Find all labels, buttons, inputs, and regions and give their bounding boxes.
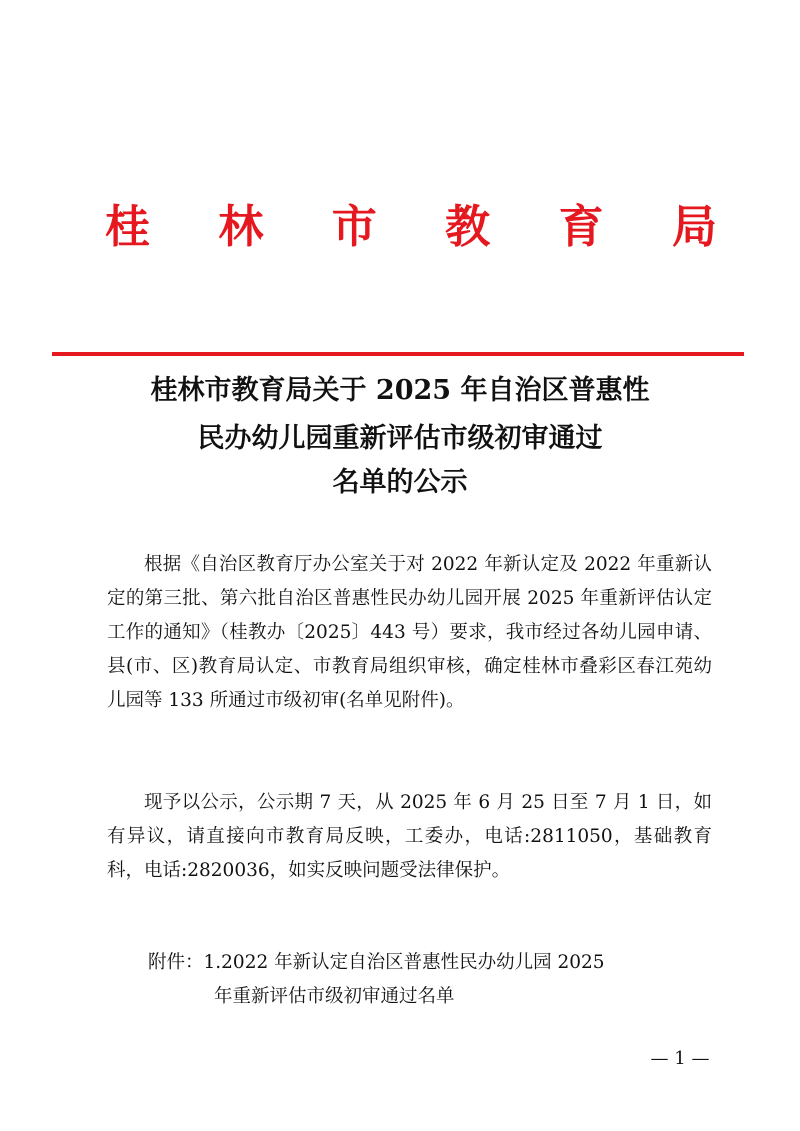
attachment-line-1: 附件：1.2022 年新认定自治区普惠性民办幼儿园 2025 — [148, 952, 605, 973]
letterhead-char: 林 — [218, 200, 264, 253]
letterhead-char: 育 — [558, 200, 604, 253]
attachment-note — [148, 946, 708, 1014]
attachment-line-2: 年重新评估市级初审通过名单 — [214, 986, 455, 1007]
letterhead — [105, 192, 717, 262]
letterhead-char: 教 — [445, 200, 491, 253]
document-title-line-3: 名单的公示 — [332, 467, 468, 498]
letterhead-divider — [52, 352, 744, 356]
letterhead-char: 局 — [671, 200, 717, 253]
page-number: — 1 — — [650, 1048, 710, 1069]
body-paragraph-2: 现予以公示，公示期 7 天，从 2025 年 6 月 25 日至 7 月 1 日，如有异议，请直接向市教育局反映，工委办，电话:2811050，基础教育科，电话:2820036，如实反映问题受法律保护。 — [107, 792, 712, 881]
letterhead-char: 桂 — [105, 200, 151, 253]
body-paragraph-1: 根据《自治区教育厅办公室关于对 2022 年新认定及 2022 年重新认定的第三批、第六批自治区普惠性民办幼儿园开展 2025 年重新评估认定工作的通知》（桂教办〔2025〕443 号）要求，我市经过各幼儿园申请、县(市、区)教育局认定、市教育局组织审核，确定桂林市叠彩区春江苑幼儿园等 133 所通过市级初审(名单见附件)。 — [107, 554, 712, 711]
document-title-line-2: 民办幼儿园重新评估市级初审通过 — [197, 423, 603, 454]
letterhead-char: 市 — [331, 200, 377, 253]
document-title-line-1: 桂林市教育局关于 2025 年自治区普惠性 — [150, 375, 650, 406]
